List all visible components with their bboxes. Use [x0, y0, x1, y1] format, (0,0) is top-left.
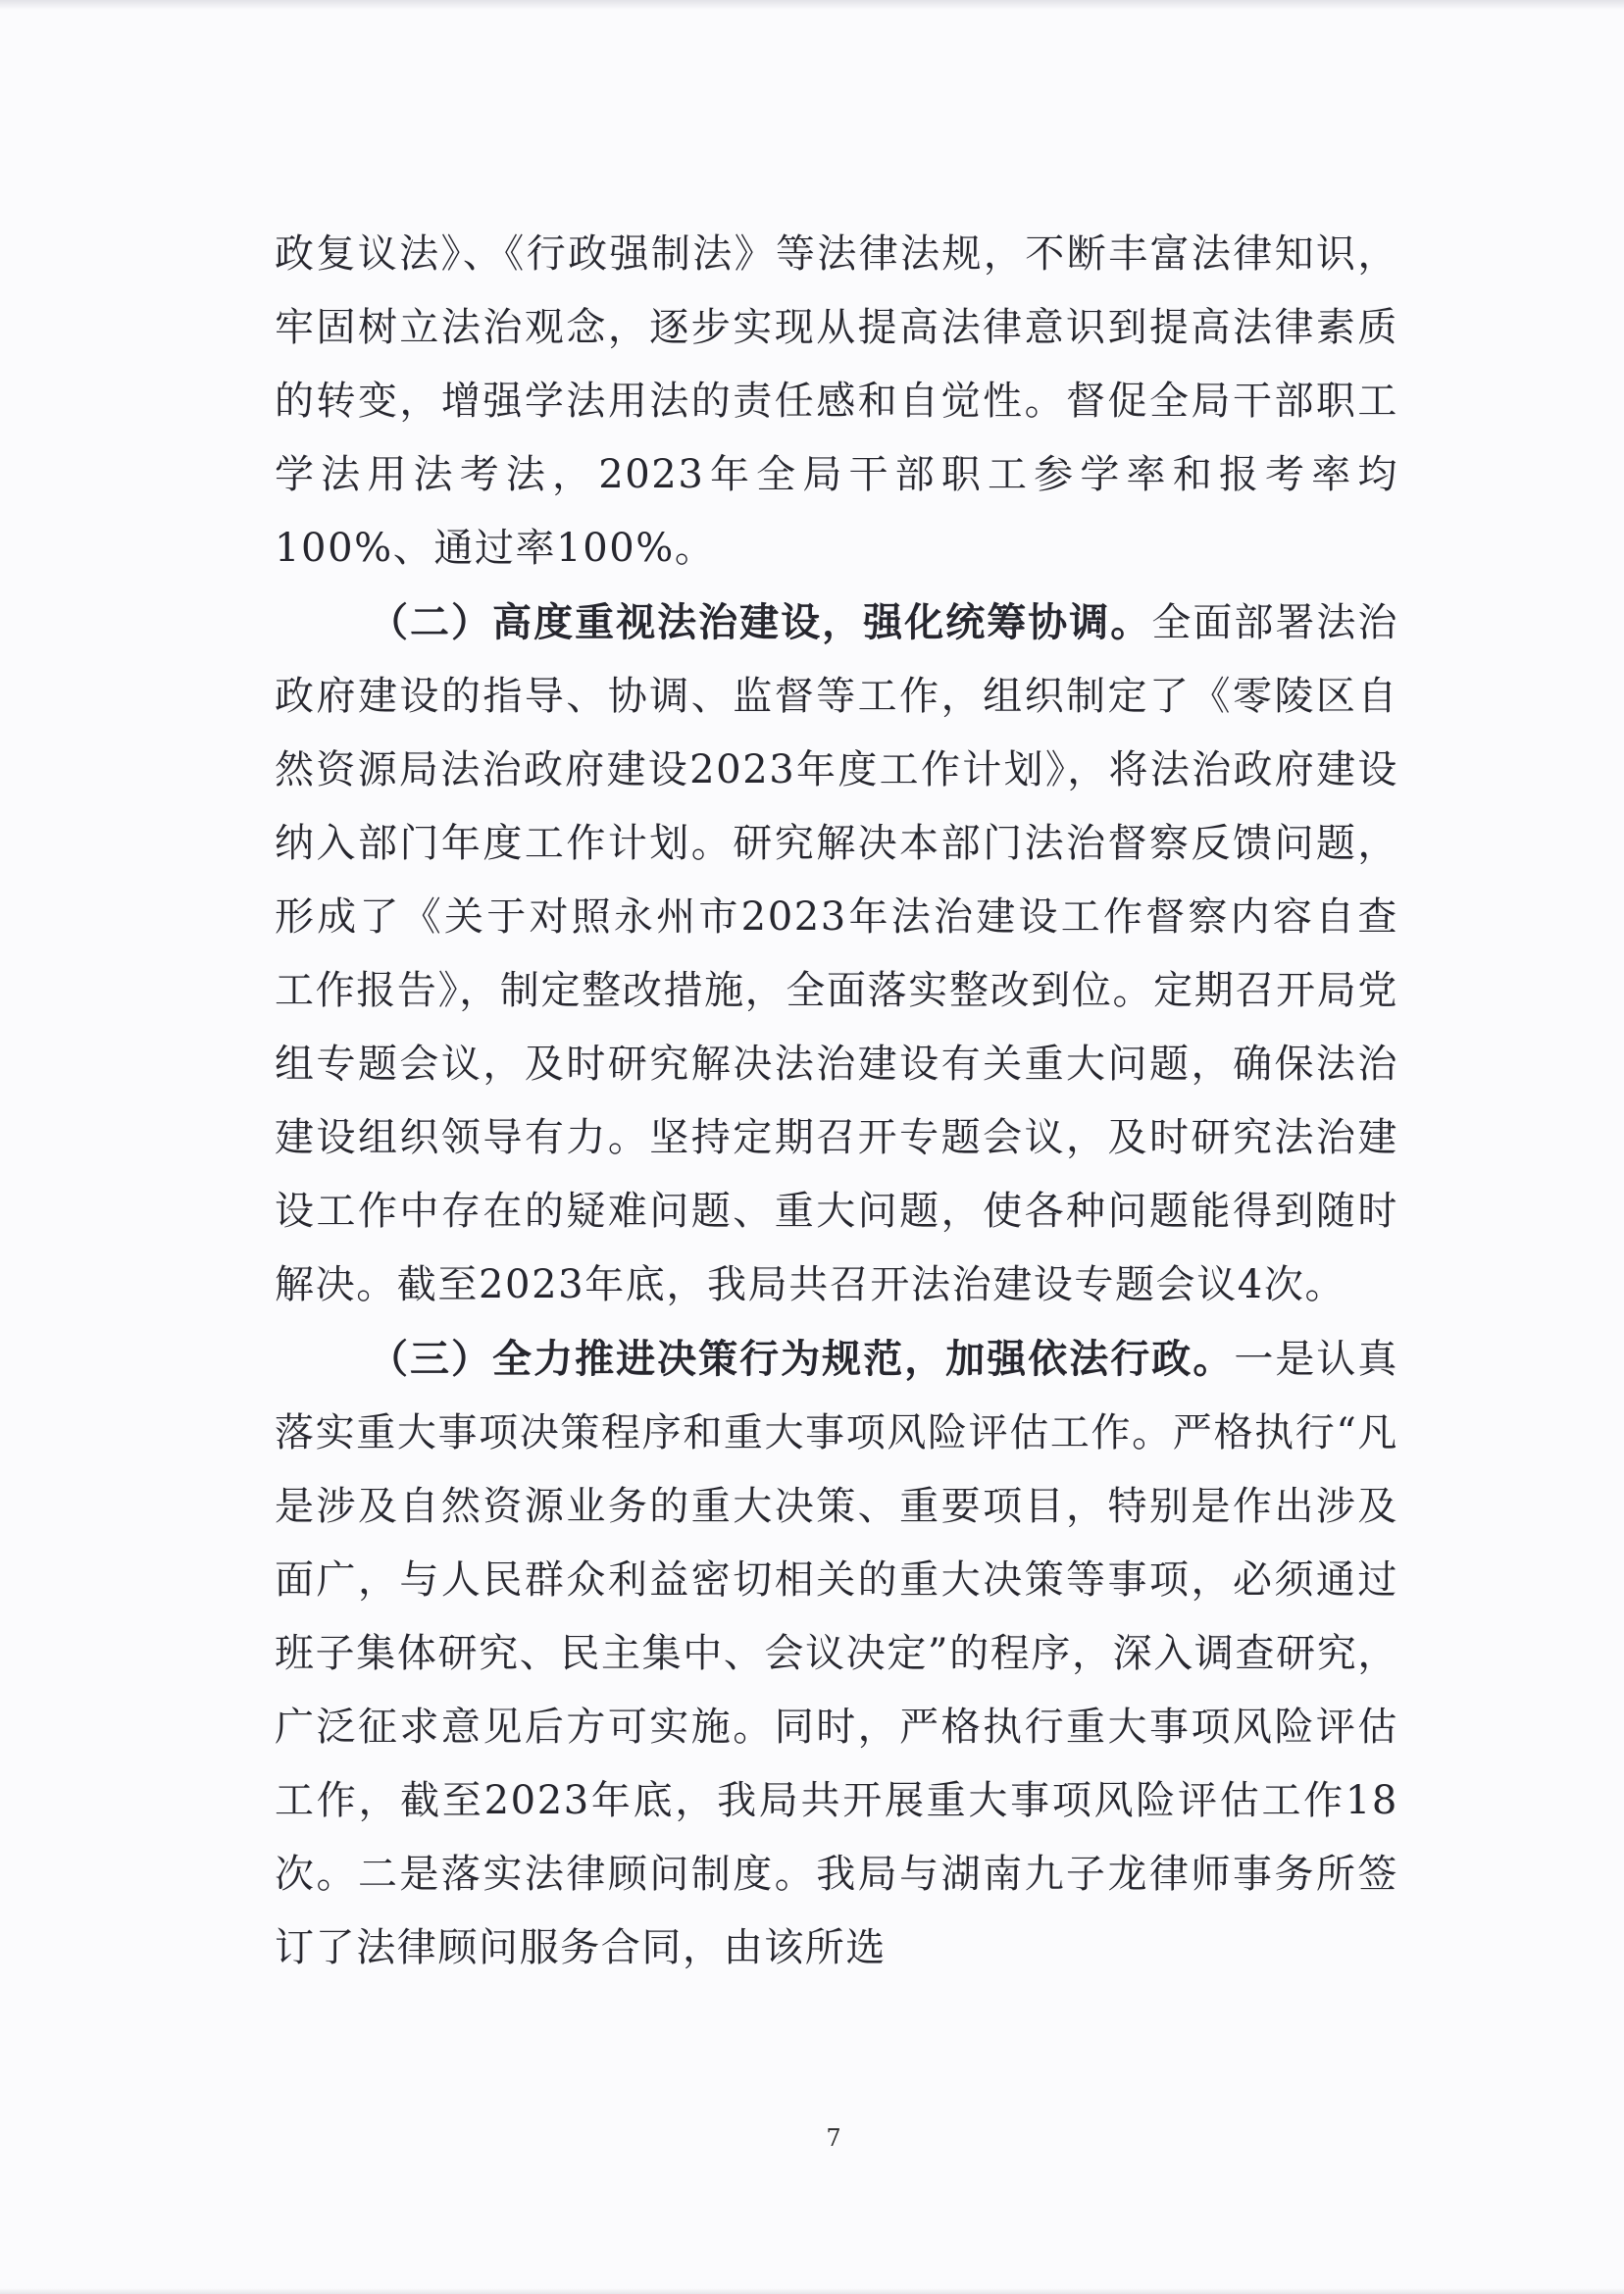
scan-top-edge — [0, 0, 1624, 10]
page-number: 7 — [826, 2124, 841, 2152]
paragraph-text: 全面部署法治政府建设的指导、协调、监督等工作，组织制定了《零陵区自然资源局法治政府建设2023年度工作计划》，将法治政府建设纳入部门年度工作计划。研究解决本部门法治督察反馈问题，形成了《关于对照永州市2023年法治建设工作督察内容自查工作报告》，制定整改措施，全面落实整改到位。定期召开局党组专题会议，及时研究解决法治建设有关重大问题，确保法治建设组织领导有力。坚持定期召开专题会议，及时研究法治建设工作中存在的疑难问题、重大问题，使各种问题能得到随时解决。截至2023年底，我局共召开法治建设专题会议4次。 — [275, 600, 1398, 1307]
paragraph-text: 政复议法》、《行政强制法》等法律法规，不断丰富法律知识，牢固树立法治观念，逐步实现从提高法律意识到提高法律素质的转变，增强学法用法的责任感和自觉性。督促全局干部职工学法用法考法，2023年全局干部职工参学率和报考率均100%、通过率100%。 — [275, 231, 1398, 571]
paragraph-section-2 — [275, 586, 1398, 1322]
paragraph-text: 一是认真落实重大事项决策程序和重大事项风险评估工作。严格执行“凡是涉及自然资源业务的重大决策、重要项目，特别是作出涉及面广，与人民群众利益密切相关的重大决策等事项，必须通过班子集体研究、民主集中、会议决定”的程序，深入调查研究，广泛征求意见后方可实施。同时，严格执行重大事项风险评估工作，截至2023年底，我局共开展重大事项风险评估工作18次。二是落实法律顾问制度。我局与湖南九子龙律师事务所签订了法律顾问服务合同，由该所选 — [275, 1337, 1398, 1970]
section-heading: （二）高度重视法治建设，强化统筹协调。 — [369, 599, 1152, 645]
section-heading: （三）全力推进决策行为规范，加强依法行政。 — [369, 1336, 1235, 1382]
scan-bottom-edge — [0, 2288, 1624, 2294]
paragraph-section-3 — [275, 1322, 1398, 1985]
document-body — [275, 218, 1398, 1985]
paragraph-continuation — [275, 218, 1398, 586]
